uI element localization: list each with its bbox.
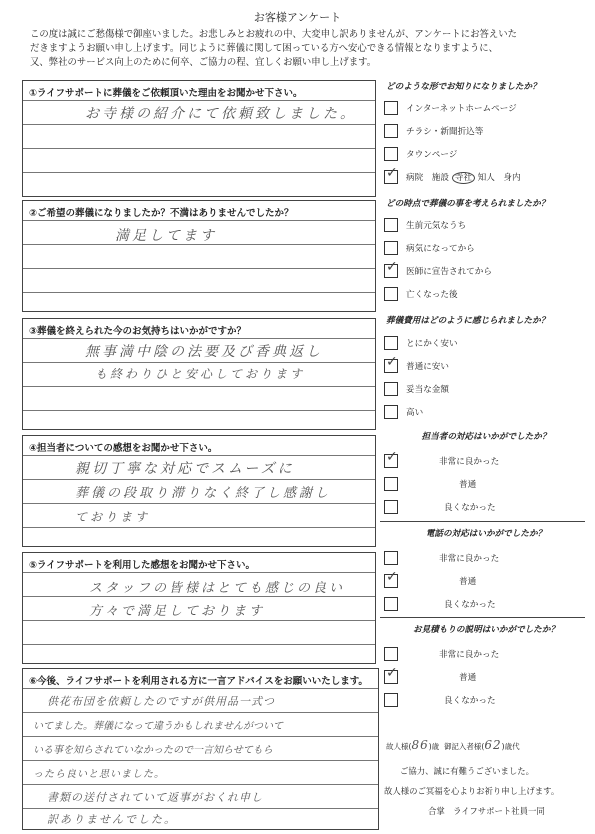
page-title: お客様アンケート xyxy=(253,11,342,24)
option-label: 非常に良かった xyxy=(439,457,500,467)
option-label: インターネットホームページ xyxy=(406,104,517,114)
handwritten-answer: お寺様の紹介にて依頼致しました。 xyxy=(85,106,357,122)
option-label: 普通に安い xyxy=(406,362,449,372)
deceased-age-unit: )歳 xyxy=(428,742,440,751)
handwritten-answer: 葬儀の段取り滞りなく終了し感謝し xyxy=(75,486,332,501)
check-mark-icon: ✓ xyxy=(386,165,398,181)
prayer-text: 故人様のご冥福を心よりお祈り申し上げます。 xyxy=(384,786,560,796)
checkbox[interactable] xyxy=(384,477,398,491)
checkbox[interactable] xyxy=(384,147,398,161)
handwritten-answer: いてました。葬儀になって違うかもしれませんがついて xyxy=(33,721,283,732)
question-box-2 xyxy=(22,200,376,312)
thanks-text: ご協力、誠に有難うございました。 xyxy=(400,766,534,776)
option-label: タウンページ xyxy=(406,150,458,160)
checkbox[interactable] xyxy=(384,259,398,278)
option-label: 普通 xyxy=(459,673,477,683)
side-question-heading: お見積もりの説明はいかがでしたか？ xyxy=(412,625,560,635)
intro-line: だきますようお願い申し上げます。同じように葬儀に関して困っている方へ安心できる情報となりますように、 xyxy=(30,43,499,54)
option-label: 普通 xyxy=(459,480,477,490)
respondent-age-value: 62 xyxy=(484,738,502,752)
handwritten-answer: ております xyxy=(75,510,151,524)
divider xyxy=(380,521,585,522)
check-mark-icon: ✓ xyxy=(386,569,398,585)
checkbox[interactable] xyxy=(384,124,398,138)
question-box-5 xyxy=(22,552,376,664)
handwritten-answer: 無事満中陰の法要及び香典返し xyxy=(85,344,323,360)
check-mark-icon: ✓ xyxy=(386,449,398,465)
side-question-heading: 葬儀費用はどのように感じられましたか？ xyxy=(386,316,550,326)
question-label: ⑥今後、ライフサポートを利用される方に一言アドバイスをお願いいたします。 xyxy=(29,676,368,687)
handwritten-answer: 方々で満足しております xyxy=(89,604,266,619)
option-label: 生前元気なうち xyxy=(406,221,467,231)
option-label: 非常に良かった xyxy=(439,554,500,564)
intro-line: 又、弊社のサービス向上のために何卒、ご協力の程、宜しくお願い申し上げます。 xyxy=(30,57,377,68)
checkbox[interactable] xyxy=(384,597,398,611)
respondent-age-unit: )歳代 xyxy=(501,742,520,751)
check-mark-icon: ✓ xyxy=(386,354,398,370)
question-box-3 xyxy=(22,318,376,430)
handwritten-answer: 親切丁寧な対応でスムーズに xyxy=(75,461,295,477)
side-question-heading: どの時点で葬儀の事を考えられましたか？ xyxy=(386,199,550,209)
deceased-age-label: 故人様( xyxy=(386,742,412,751)
checkbox[interactable] xyxy=(384,405,398,419)
option-label: 医師に宣告されてから xyxy=(406,267,492,277)
divider xyxy=(380,617,585,618)
checkbox[interactable] xyxy=(384,449,398,468)
option-label: 非常に良かった xyxy=(439,650,500,660)
checkbox[interactable] xyxy=(384,551,398,565)
option-label-part: 知人 身内 xyxy=(477,173,521,183)
option-label-part: 病院 施設 xyxy=(406,173,449,183)
signature-text: 合掌 ライフサポート社員一同 xyxy=(428,806,545,816)
circled-option: 寺社 xyxy=(452,172,475,184)
side-question-heading: 担当者の対応はいかがでしたか？ xyxy=(421,432,551,442)
question-label: ②ご希望の葬儀になりましたか？不満はありませんでしたか？ xyxy=(29,208,294,219)
handwritten-answer: 供花布団を依頼したのですが供用品一式つ xyxy=(47,695,275,708)
side-question-heading: どのような形でお知りになりましたか？ xyxy=(386,82,541,92)
question-box-6 xyxy=(22,668,379,830)
checkbox[interactable] xyxy=(384,336,398,350)
option-label xyxy=(406,171,521,183)
checkbox[interactable] xyxy=(384,354,398,373)
handwritten-answer: いる事を知らされていなかったので一言知らせてもら xyxy=(33,745,273,756)
checkbox[interactable] xyxy=(384,287,398,301)
option-label: 病気になってから xyxy=(406,244,475,254)
option-label: とにかく安い xyxy=(406,339,458,349)
option-label: 高い xyxy=(406,408,424,418)
question-box-1 xyxy=(22,80,376,197)
question-label: ③葬儀を終えられた今のお気持ちはいかがですか？ xyxy=(29,326,247,337)
intro-text xyxy=(30,28,570,70)
handwritten-answer: 訳ありませんでした。 xyxy=(47,813,177,826)
checkbox[interactable] xyxy=(384,165,398,184)
handwritten-answer: も終わりひと安心しております xyxy=(95,367,306,381)
check-mark-icon: ✓ xyxy=(386,665,398,681)
option-label: 亡くなった後 xyxy=(406,290,458,300)
handwritten-answer: ったら良いと思いました。 xyxy=(33,769,165,780)
checkbox[interactable] xyxy=(384,218,398,232)
checkbox[interactable] xyxy=(384,569,398,588)
checkbox[interactable] xyxy=(384,382,398,396)
option-label: チラシ・新聞折込等 xyxy=(406,127,484,137)
option-label: 良くなかった xyxy=(444,600,496,610)
checkbox[interactable] xyxy=(384,101,398,115)
checkbox[interactable] xyxy=(384,647,398,661)
option-label: 良くなかった xyxy=(444,503,496,513)
intro-line: この度は誠にご愁傷様で御座いました。お悲しみとお疲れの中、大変申し訳ありませんが、アンケートにお答えいた xyxy=(30,29,517,40)
deceased-age-value: 86 xyxy=(411,738,429,752)
checkbox[interactable] xyxy=(384,665,398,684)
option-label: 普通 xyxy=(459,577,477,587)
handwritten-answer: 満足してます xyxy=(115,228,217,244)
handwritten-answer: スタッフの皆様はとても感じの良い xyxy=(89,581,346,596)
handwritten-answer: 書類の送付されていて返事がおくれ申し xyxy=(47,791,263,804)
age-fields xyxy=(386,738,520,752)
question-box-4 xyxy=(22,435,376,547)
question-label: ④担当者についての感想をお聞かせ下さい。 xyxy=(29,443,218,454)
question-label: ⑤ライフサポートを利用した感想をお聞かせ下さい。 xyxy=(29,560,255,571)
option-label: 良くなかった xyxy=(444,696,496,706)
side-question-heading: 電話の対応はいかがでしたか？ xyxy=(425,529,547,539)
respondent-age-label: 御記入者様( xyxy=(443,742,485,751)
checkbox[interactable] xyxy=(384,241,398,255)
check-mark-icon: ✓ xyxy=(386,259,398,275)
option-label: 妥当な金額 xyxy=(406,385,449,395)
question-label: ①ライフサポートに葬儀をご依頼頂いた理由をお聞かせ下さい。 xyxy=(29,88,303,99)
checkbox[interactable] xyxy=(384,693,398,707)
checkbox[interactable] xyxy=(384,500,398,514)
